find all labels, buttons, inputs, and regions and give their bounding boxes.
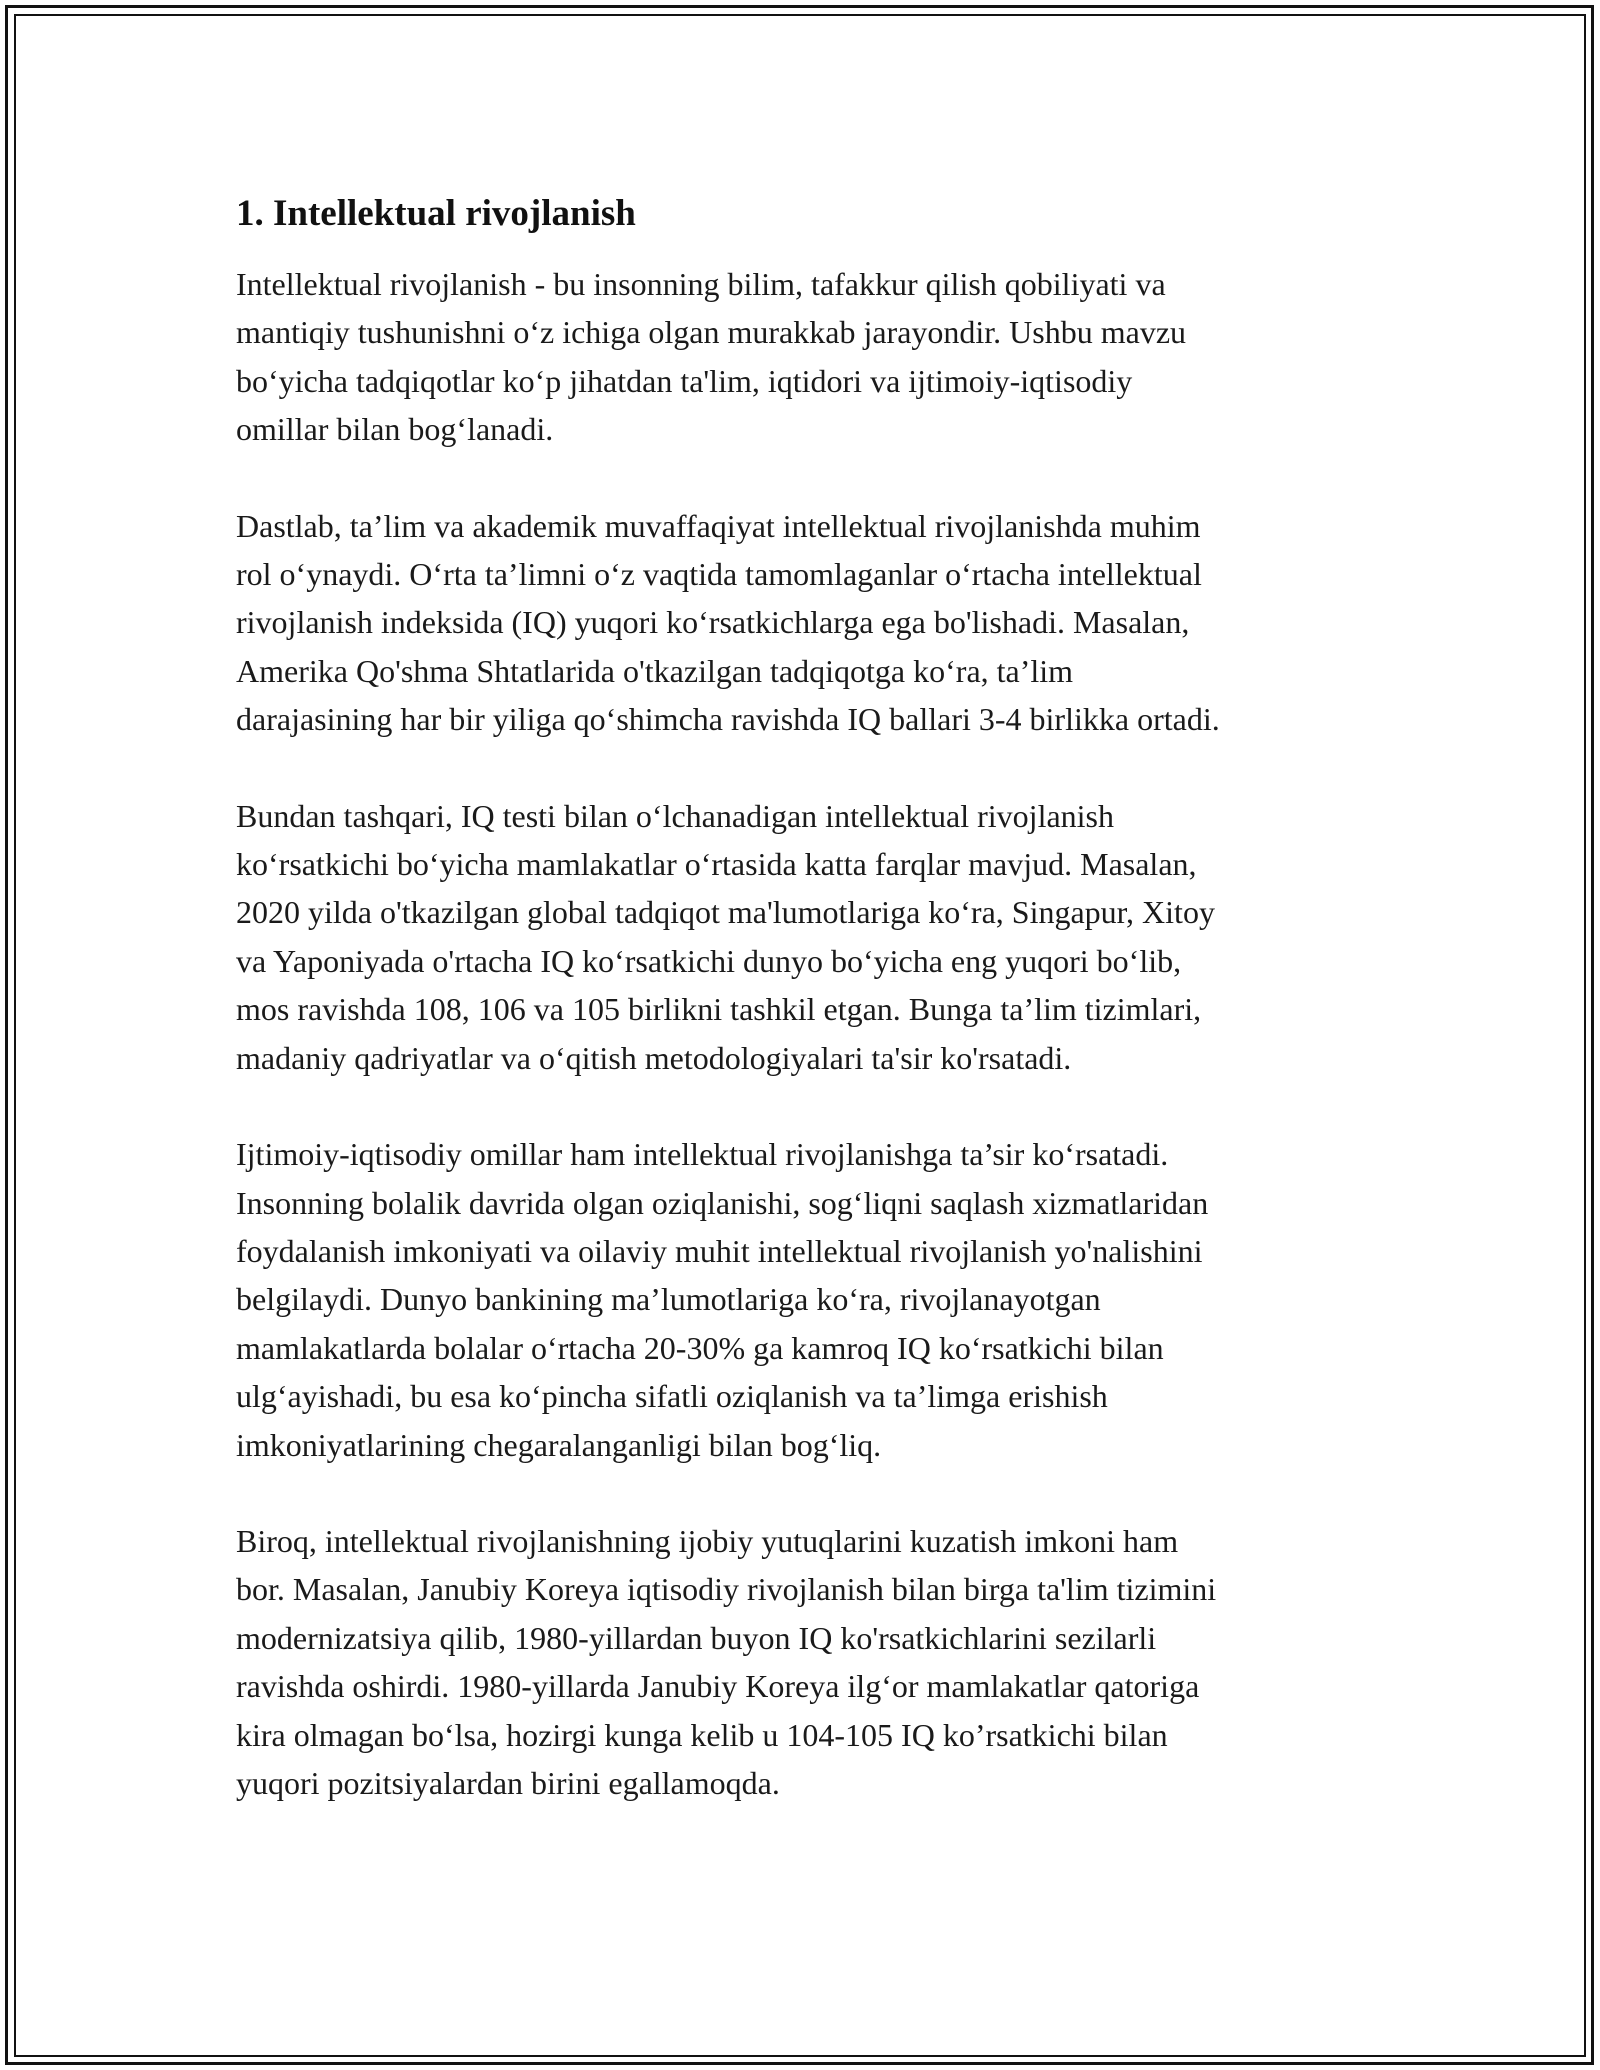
document-body <box>236 182 1396 1855</box>
section-heading: 1. Intellektual rivojlanish <box>236 193 636 234</box>
paragraph-line: 2020 yilda o'tkazilgan global tadqiqot ma'lumotlariga ko‘ra, Singapur, Xitoy <box>236 894 1215 931</box>
paragraph-line: ravishda oshirdi. 1980-yillarda Janubiy Koreya ilg‘or mamlakatlar qatoriga <box>236 1668 1200 1705</box>
paragraph-line: ulg‘ayishadi, bu esa ko‘pincha sifatli oziqlanish va ta’limga erishish <box>236 1378 1108 1415</box>
paragraph-line: mos ravishda 108, 106 va 105 birlikni tashkil etgan. Bunga ta’lim tizimlari, <box>236 991 1202 1028</box>
paragraph-line: darajasining har bir yiliga qo‘shimcha ravishda IQ ballari 3-4 birlikka ortadi. <box>236 701 1220 738</box>
paragraph-line: bor. Masalan, Janubiy Koreya iqtisodiy rivojlanish bilan birga ta'lim tizimini <box>236 1571 1217 1608</box>
paragraph-line: Ijtimoiy-iqtisodiy omillar ham intellektual rivojlanishga ta’sir ko‘rsatadi. <box>236 1136 1169 1173</box>
paragraph-line: mantiqiy tushunishni o‘z ichiga olgan murakkab jarayondir. Ushbu mavzu <box>236 314 1187 351</box>
paragraph-line: Insonning bolalik davrida olgan oziqlanishi, sog‘liqni saqlash xizmatlaridan <box>236 1184 1209 1221</box>
paragraph-line: imkoniyatlarining chegaralanganligi bilan bog‘liq. <box>236 1426 882 1463</box>
paragraph-line: Bundan tashqari, IQ testi bilan o‘lchanadigan intellektual rivojlanish <box>236 797 1114 834</box>
paragraph-3 <box>236 792 1396 1082</box>
paragraph-line: ko‘rsatkichi bo‘yicha mamlakatlar o‘rtasida katta farqlar mavjud. Masalan, <box>236 846 1197 883</box>
paragraph-1 <box>236 260 1396 454</box>
paragraph-line: bo‘yicha tadqiqotlar ko‘p jihatdan ta'lim, iqtidori va ijtimoiy-iqtisodiy <box>236 362 1133 399</box>
paragraph-line: rivojlanish indeksida (IQ) yuqori ko‘rsatkichlarga ega bo'lishadi. Masalan, <box>236 604 1190 641</box>
paragraph-4 <box>236 1130 1396 1469</box>
paragraph-line: belgilaydi. Dunyo bankining ma’lumotlariga ko‘ra, rivojlanayotgan <box>236 1281 1101 1318</box>
paragraph-2 <box>236 502 1396 744</box>
paragraph-line: Biroq, intellektual rivojlanishning ijobiy yutuqlarini kuzatish imkoni ham <box>236 1522 1179 1559</box>
paragraph-line: kira olmagan bo‘lsa, hozirgi kunga kelib u 104-105 IQ ko’rsatkichi bilan <box>236 1716 1168 1753</box>
paragraph-line: mamlakatlarda bolalar o‘rtacha 20-30% ga kamroq IQ ko‘rsatkichi bilan <box>236 1329 1164 1366</box>
paragraph-line: madaniy qadriyatlar va o‘qitish metodologiyalari ta'sir ko'rsatadi. <box>236 1039 1072 1076</box>
paragraph-line: va Yaponiyada o'rtacha IQ ko‘rsatkichi dunyo bo‘yicha eng yuqori bo‘lib, <box>236 942 1182 979</box>
paragraph-line: Amerika Qo'shma Shtatlarida o'tkazilgan tadqiqotga ko‘ra, ta’lim <box>236 652 1074 689</box>
paragraph-5 <box>236 1517 1396 1807</box>
paragraph-line: Dastlab, ta’lim va akademik muvaffaqiyat intellektual rivojlanishda muhim <box>236 507 1201 544</box>
paragraph-line: foydalanish imkoniyati va oilaviy muhit intellektual rivojlanish yo'nalishini <box>236 1232 1203 1269</box>
paragraph-line: rol o‘ynaydi. O‘rta ta’limni o‘z vaqtida tamomlaganlar o‘rtacha intellektual <box>236 556 1202 593</box>
paragraph-line: modernizatsiya qilib, 1980-yillardan buyon IQ ko'rsatkichlarini sezilarli <box>236 1619 1157 1656</box>
paragraph-line: omillar bilan bog‘lanadi. <box>236 411 554 448</box>
paragraph-line: Intellektual rivojlanish - bu insonning bilim, tafakkur qilish qobiliyati va <box>236 266 1166 302</box>
paragraph-line: yuqori pozitsiyalardan birini egallamoqda. <box>236 1764 780 1801</box>
